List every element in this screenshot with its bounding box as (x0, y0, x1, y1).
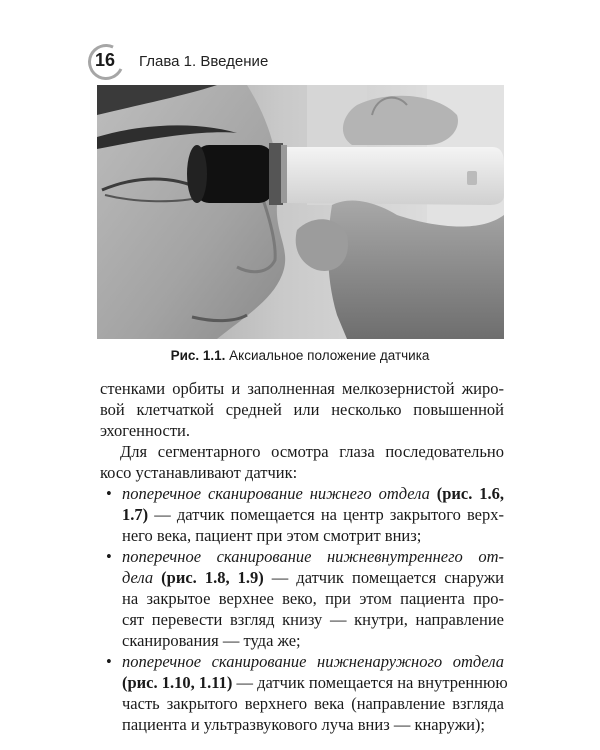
figure-photo (97, 85, 504, 339)
bullet-icon: • (106, 547, 112, 566)
bullet-icon: • (106, 652, 112, 671)
list-item-line: пациента и ультразвукового луча вниз — кнаружи); (122, 715, 485, 734)
list-item-line: сят перевести взгляд книзу — кнутри, направление (122, 610, 504, 629)
list-item-line: на закрытое верхнее веко, при этом пациента про- (122, 589, 504, 608)
figure-caption (0, 348, 600, 363)
figure-label: Рис. 1.1. (170, 348, 226, 363)
chapter-title: Глава 1. Введение (139, 53, 269, 70)
text-line: вой клетчаткой средней или несколько повышенной (100, 400, 504, 419)
text-line: косо устанавливают датчик: (100, 463, 298, 482)
list-item-line: него века, пациент при этом смотрит вниз; (122, 526, 422, 545)
text-line: эхогенности. (100, 421, 190, 440)
page-number: 16 (95, 50, 116, 70)
text-line: Для сегментарного осмотра глаза последовательно (120, 442, 504, 461)
figure-caption-text: Аксиальное положение датчика (229, 348, 430, 363)
list-item-line: 1.7) — датчик помещается на центр закрытого верх- (122, 505, 504, 524)
text-line: стенками орбиты и заполненная мелкозернистой жиро- (100, 379, 504, 398)
list-item-line: (рис. 1.10, 1.11) — датчик помещается на внутреннюю (122, 673, 508, 692)
list-item: • поперечное сканирование нижненаружного отдела (106, 652, 504, 671)
photo-axial-probe-position (97, 85, 504, 339)
bullet-icon: • (106, 484, 112, 503)
list-item-line: часть закрытого верхнего века (направление взгляда (122, 694, 504, 713)
body-text (100, 378, 508, 735)
list-item: • поперечное сканирование нижнего отдела (рис. 1.6, (106, 484, 504, 503)
list-item-line: дела (рис. 1.8, 1.9) — датчик помещается снаружи (122, 568, 505, 587)
list-item: • поперечное сканирование нижневнутреннего от- (106, 547, 504, 566)
list-item-line: сканирования — туда же; (122, 631, 301, 650)
